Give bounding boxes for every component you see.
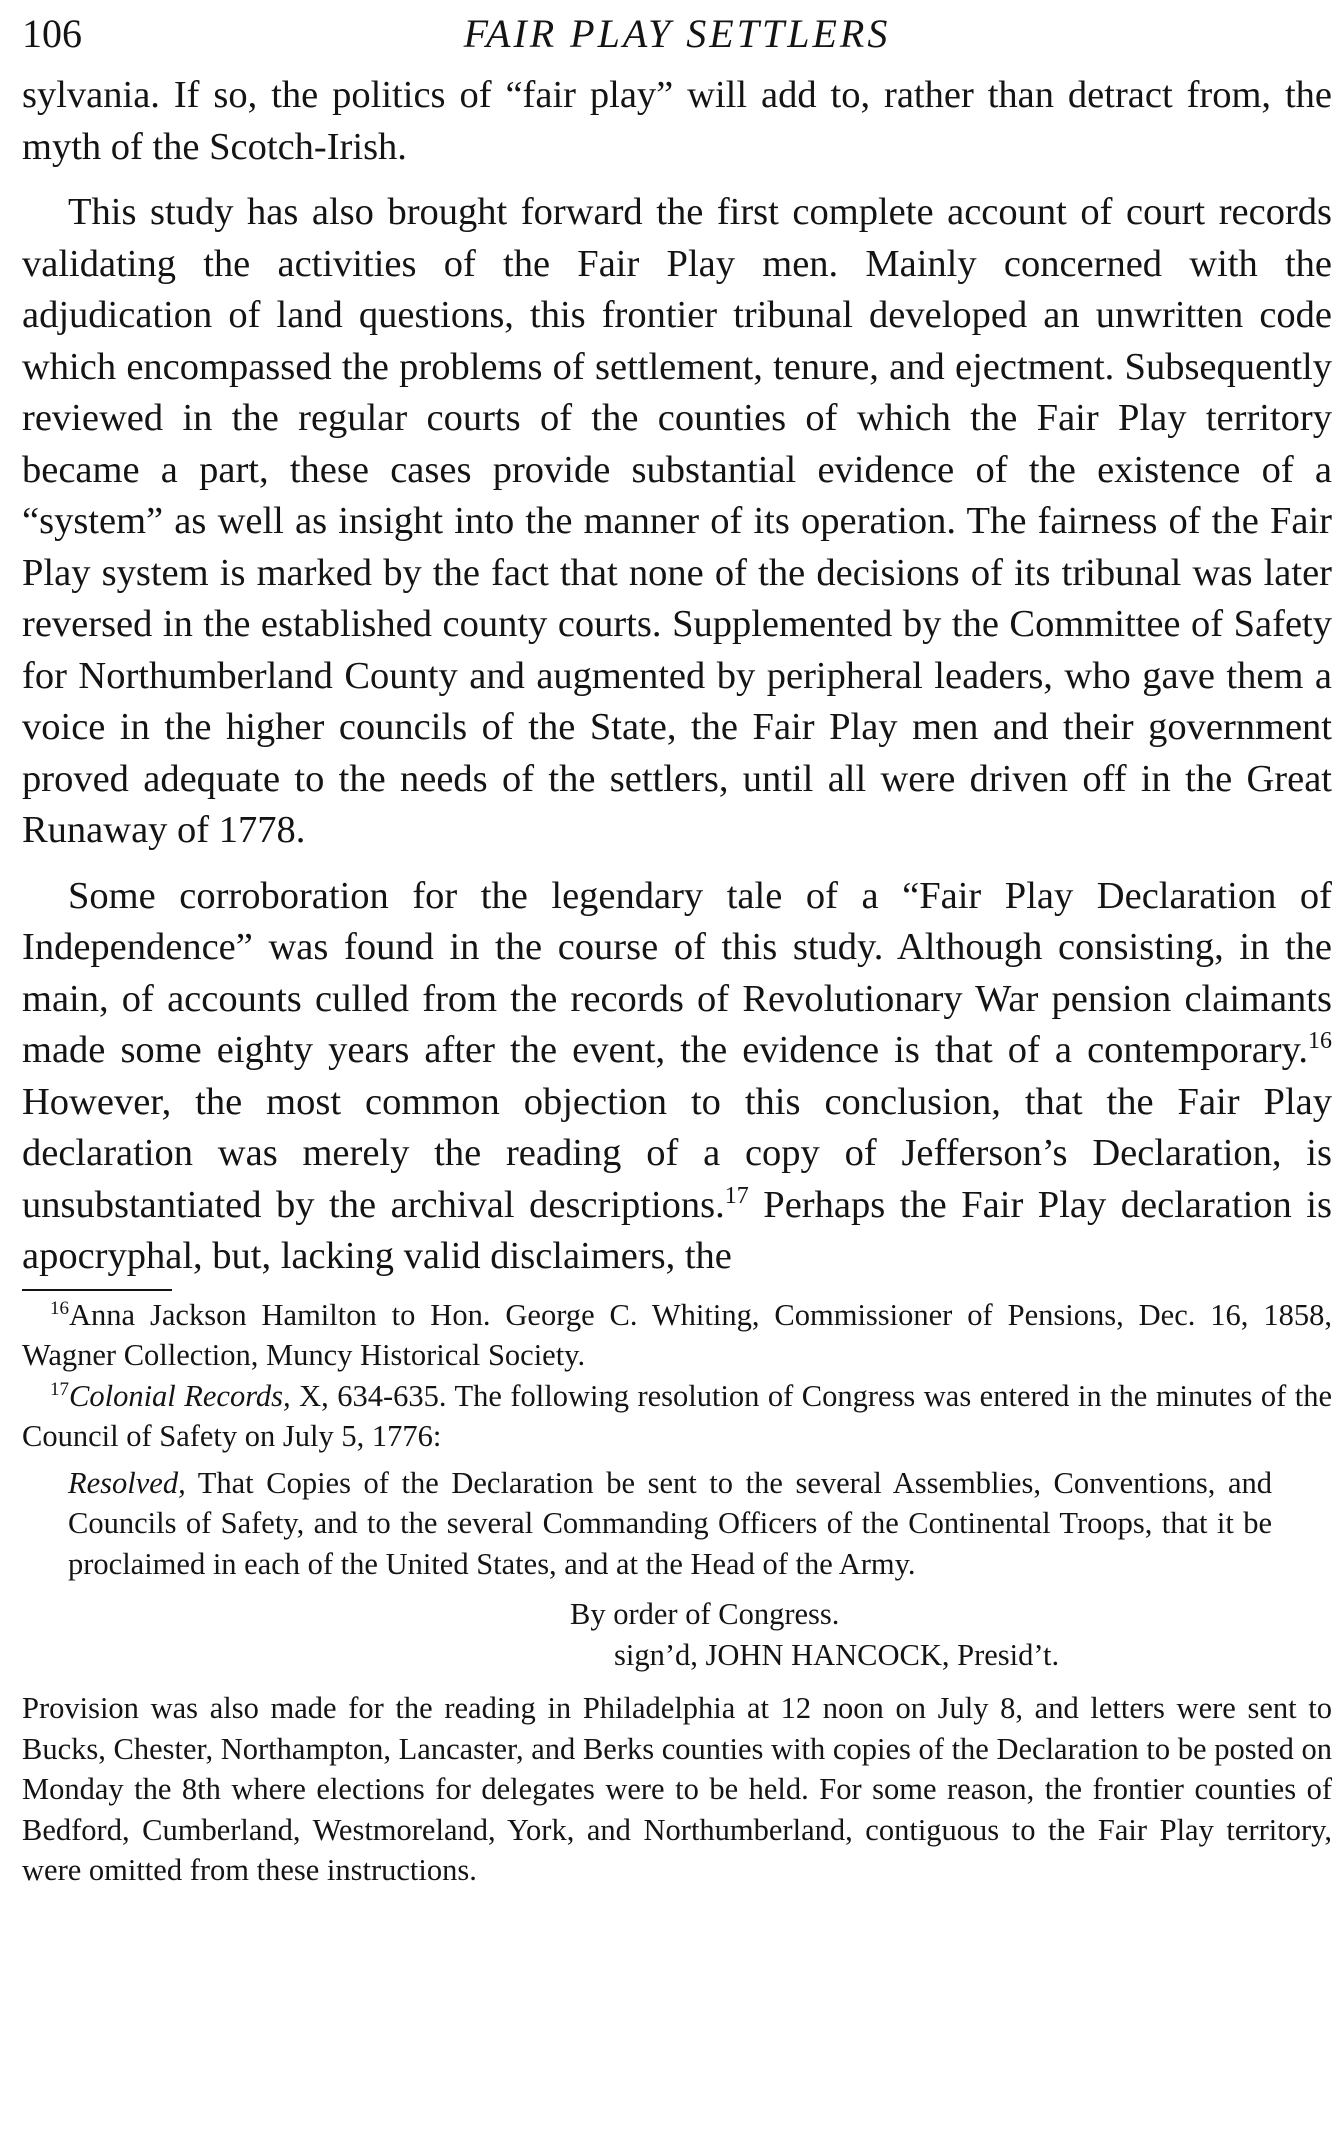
running-head: FAIR PLAY SETTLERS (463, 11, 891, 56)
footnote-17 (22, 1376, 1332, 1457)
footnotes (22, 1295, 1332, 1891)
book-page (22, 0, 1332, 1891)
signoff-line-1: By order of Congress. (570, 1597, 840, 1631)
footnote-16-number: 16 (50, 1297, 69, 1319)
footnote-ref-16: 16 (1308, 1028, 1332, 1055)
footnote-17-closing: Provision was also made for the reading in Philadelphia at 12 noon on July 8, and letters were sent to Bucks, Chester, Northampton, Lancaster, and Berks counties with copies of the Declaration to be posted on Monday the 8th where elections for delegates were to be held. For some reason, the frontier counties of Bedford, Cumberland, Westmoreland, York, and Northumberland, contiguous to the Fair Play territory, were omitted from these instructions. (22, 1691, 1332, 1887)
footnote-17-number: 17 (50, 1378, 69, 1400)
paragraph-3-text-a: Some corroboration for the legendary tale of a “Fair Play Declaration of Independence” was found in the course of this study. Although consisting, in the main, of accounts culled from the records of Revolutionary War pension claimants made some eighty years after the event, the evidence is that of a contemporary. (22, 874, 1332, 1071)
resolution-quote (68, 1463, 1272, 1585)
footnote-ref-17: 17 (724, 1182, 749, 1209)
footnote-17-source: Colonial Records, (69, 1378, 291, 1413)
resolved-label: Resolved, (68, 1465, 186, 1500)
paragraph-3 (22, 871, 1332, 1283)
footnote-16 (22, 1295, 1332, 1376)
signoff (22, 1594, 1332, 1676)
signoff-line-2: sign’d, JOHN HANCOCK, Presid’t. (614, 1638, 1060, 1672)
paragraph-3-text-b: However, the most common objection to this conclusion, that the Fair Play declaration was merely the reading of a copy of Jefferson’s Declaration, is unsubstantiated by the archival descriptions. (22, 1080, 1332, 1226)
paragraph-1: sylvania. If so, the politics of “fair play” will add to, rather than detract from, the myth of the Scotch-Irish. (22, 74, 1332, 168)
page-header (22, 0, 1332, 70)
footnote-17-text: X, 634-635. The following resolution of Congress was entered in the minutes of the Council of Safety on July 5, 1776: (22, 1378, 1333, 1453)
footnote-16-text: Anna Jackson Hamilton to Hon. George C. Whiting, Commissioner of Pensions, Dec. 16, 1858, Wagner Collection, Muncy Historical Society. (22, 1297, 1332, 1372)
page-number: 106 (22, 11, 82, 56)
footnote-rule (22, 1289, 172, 1291)
paragraph-3-text-c: Perhaps the Fair Play declaration is apocryphal, but, lacking valid disclaimers, the (22, 1183, 1332, 1277)
body-text (22, 70, 1332, 1283)
paragraph-2: This study has also brought forward the first complete account of court records validating the activities of the Fair Play men. Mainly concerned with the adjudication of land questions, this frontier tribunal developed an unwritten code which encompassed the problems of settlement, tenure, and ejectment. Subsequently reviewed in the regular courts of the counties of which the Fair Play territory became a part, these cases provide substantial evidence of the existence of a “system” as well as insight into the manner of its operation. The fairness of the Fair Play system is marked by the fact that none of the decisions of its tribunal was later reversed in the established county courts. Supplemented by the Committee of Safety for Northumberland County and augmented by peripheral leaders, who gave them a voice in the higher councils of the State, the Fair Play men and their government proved adequate to the needs of the settlers, until all were driven off in the Great Runaway of 1778. (22, 191, 1332, 851)
resolution-body: That Copies of the Declaration be sent to the several Assemblies, Conventions, and Councils of Safety, and to the several Commanding Officers of the Continental Troops, that it be proclaimed in each of the United States, and at the Head of the Army. (68, 1465, 1272, 1581)
resolution-text (68, 1463, 1272, 1585)
